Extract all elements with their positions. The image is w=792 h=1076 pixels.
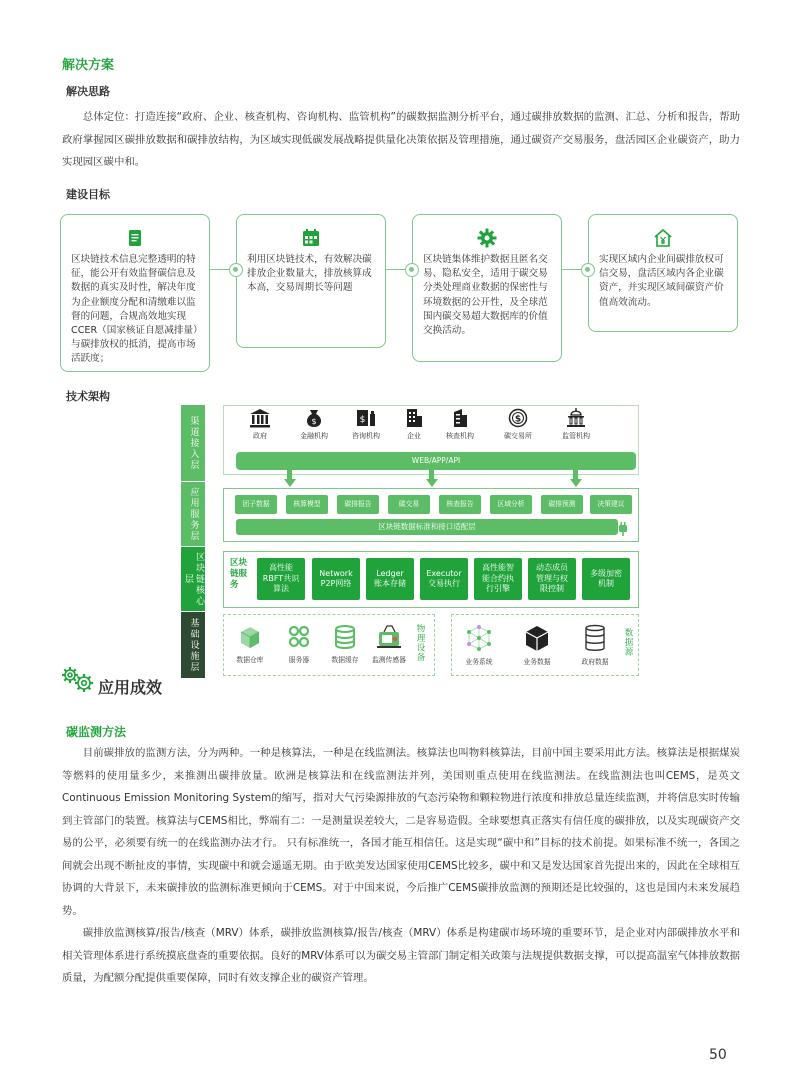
core-item-5 xyxy=(474,558,522,600)
org-label: 碳交易所 xyxy=(504,432,532,440)
server-rack-icon xyxy=(582,624,608,652)
core-line: 高性能智 xyxy=(482,563,514,573)
source-business-system xyxy=(458,624,500,666)
infra-sensor xyxy=(369,624,409,664)
goal-connector-1 xyxy=(229,263,243,277)
infra-label: 数据仓库 xyxy=(236,656,264,664)
server-cluster-icon xyxy=(286,624,312,650)
core-line: 交易执行 xyxy=(427,579,460,588)
core-line: 能合约执 xyxy=(482,573,514,583)
goal-card-4 xyxy=(588,214,738,332)
core-line: 高性能 xyxy=(269,563,293,573)
section-title: 解决方案 xyxy=(62,58,115,73)
sensor-device-icon xyxy=(375,624,403,650)
source-label: 业务系统 xyxy=(465,658,493,666)
org-government xyxy=(234,408,286,441)
network-nodes-icon xyxy=(464,624,494,652)
gear-icon xyxy=(477,228,497,248)
physical-devices-label: 物理设备 xyxy=(415,624,425,662)
core-line: RBFT共识 xyxy=(262,573,300,583)
core-item-7 xyxy=(582,558,630,600)
money-bag-icon xyxy=(303,408,325,428)
layer-infra: 基础设施层 xyxy=(181,612,205,678)
goal-card-2 xyxy=(236,214,386,348)
core-line: 算法 xyxy=(273,584,289,594)
infra-server xyxy=(281,624,317,664)
consulting-icon xyxy=(355,408,377,428)
svg-text:$: $ xyxy=(311,417,317,426)
data-cube-icon xyxy=(523,624,551,652)
capitol-icon xyxy=(565,408,587,428)
app-chip-5: 核查报告 xyxy=(439,495,481,514)
layer-core: 区块链核心层 xyxy=(181,547,205,611)
core-line: Network xyxy=(319,568,353,578)
approach-text: 总体定位：打造连接“政府、企业、核查机构、咨询机构、监管机构”的碳数据监测分析平台，通过碳排放数据的监测、汇总、分析和报告，帮助政府掌握园区碳排放数据和碳排放结构，为区域实现低碳发展战略提供量化决策依据及管理措施，通过碳资产交易服务，盘活园区企业碳资产，助力实现园区碳中和。 xyxy=(62,111,740,168)
source-label: 业务数据 xyxy=(523,658,551,666)
architecture-heading: 技术架构 xyxy=(66,390,110,403)
plug-icon xyxy=(618,521,628,533)
goal-card-3 xyxy=(412,214,562,362)
calendar-icon xyxy=(301,228,321,248)
goal-text-4: 实现区域内企业间碳排放权可信交易，盘活区域内各企业碳资产，并实现区域间碳资产价值高效流动。 xyxy=(599,254,724,308)
infra-label: 数据缓存 xyxy=(331,656,359,664)
svg-text:$: $ xyxy=(514,414,522,425)
core-line: 账本存储 xyxy=(374,579,406,588)
org-label: 监管机构 xyxy=(562,432,590,440)
core-line: 管理与权 xyxy=(536,573,568,583)
data-source-label: 数据源 xyxy=(623,628,633,657)
org-consulting xyxy=(340,408,392,441)
source-label: 政府数据 xyxy=(581,658,609,666)
cube-icon xyxy=(237,624,263,650)
core-item-1 xyxy=(257,558,305,600)
infra-data-cache xyxy=(325,624,365,664)
building-icon xyxy=(403,408,425,428)
arrow-down-1 xyxy=(284,479,296,487)
org-exchange xyxy=(492,408,544,441)
org-label: 金融机构 xyxy=(300,432,328,440)
core-line: 机制 xyxy=(598,579,614,588)
app-chip-3: 碳排报告 xyxy=(337,495,379,514)
app-chip-1: 团子数据 xyxy=(235,495,277,514)
core-item-2 xyxy=(312,558,360,600)
goal-text-3: 区块链集体维护数据且匿名交易、隐私安全，适用于碳交易分类处理商业数据的保密性与环境数据的公开性，及全球范围内碳交易超大数据库的价值交换活动。 xyxy=(423,254,548,337)
app-chip-8: 决策建议 xyxy=(590,495,632,514)
core-line: P2P网络 xyxy=(320,579,352,588)
goals-heading: 建设目标 xyxy=(66,188,110,201)
monitoring-heading: 碳监测方法 xyxy=(66,725,127,739)
arrow-down-3 xyxy=(570,479,582,487)
svg-text:$: $ xyxy=(359,415,366,425)
org-label: 政府 xyxy=(253,432,267,440)
monitoring-body xyxy=(62,742,740,990)
core-item-6 xyxy=(528,558,576,600)
org-regulator xyxy=(550,408,602,441)
goal-card-1 xyxy=(60,214,210,372)
government-icon xyxy=(249,408,271,428)
database-icon xyxy=(332,624,358,650)
app-chip-4: 碳交易 xyxy=(388,495,430,514)
infra-label: 服务器 xyxy=(288,656,310,664)
layer-channel: 渠道接入层 xyxy=(181,405,205,481)
core-item-3 xyxy=(366,558,414,600)
approach-heading: 解决思路 xyxy=(66,85,110,98)
goal-text-2: 利用区块链技术，有效解决碳排放企业数量大，排放核算成本高，交易周期长等问题 xyxy=(247,254,372,294)
exchange-coin-icon xyxy=(507,408,529,428)
core-line: 多级加密 xyxy=(590,568,622,578)
source-business-data xyxy=(516,624,558,666)
core-line: Executor xyxy=(426,568,462,578)
app-chip-6: 区域分析 xyxy=(490,495,532,514)
results-title: 应用成效 xyxy=(98,678,163,697)
gears-icon xyxy=(60,664,96,694)
web-app-api-bar: WEB/APP/API xyxy=(236,452,636,470)
core-line: Ledger xyxy=(376,568,404,578)
tower-icon xyxy=(449,408,471,428)
core-line: 限控制 xyxy=(540,584,564,594)
arrow-down-2 xyxy=(426,479,438,487)
org-enterprise xyxy=(388,408,440,441)
app-chip-7: 碳排预测 xyxy=(541,495,583,514)
monitoring-paragraph-2: 碳排放监测核算/报告/核查（MRV）体系，碳排放监测核算/报告/核查（MRV）体系是构建碳市场环境的重要环节，是企业对内部碳排放水平和相关管理体系进行系统摸底盘查的重要依据。良好的MRV体系可以为碳交易主管部门制定相关政策与法规提供数据支撑，可以提高温室气体排放数据质量，为配额分配提供重要保障，同时有效支撑企业的碳资产管理。 xyxy=(62,927,740,984)
blockchain-service-label: 区块链服务 xyxy=(230,558,248,590)
core-item-4 xyxy=(420,558,468,600)
org-label: 咨询机构 xyxy=(352,432,380,440)
org-financial xyxy=(288,408,340,441)
core-line: 动态成员 xyxy=(536,563,568,573)
source-government-data xyxy=(574,624,616,666)
org-verification xyxy=(434,408,486,441)
goal-text-1: 区块链技术信息完整透明的特征，能公开有效监督碳信息及数据的真实及时性，解决年度为企业额度分配和清缴难以监督的问题，合规高效地实现CCER（国家核证自愿减排量）与碳排放权的抵消，提高市场活跃度； xyxy=(71,254,198,365)
org-label: 核查机构 xyxy=(446,432,474,440)
org-label: 企业 xyxy=(407,432,421,440)
core-line: 行引擎 xyxy=(486,584,510,594)
goal-connector-2 xyxy=(405,263,419,277)
page-number: 50 xyxy=(709,1047,727,1063)
layer-app: 应用服务层 xyxy=(181,482,205,546)
infra-data-warehouse xyxy=(231,624,269,664)
document-icon xyxy=(125,228,145,248)
adapter-bar: 区块链数据标准和接口适配层 xyxy=(236,519,618,535)
yuan-house-icon xyxy=(653,228,673,248)
approach-paragraph xyxy=(62,106,740,174)
goal-connector-3 xyxy=(581,263,595,277)
infra-label: 监测传感器 xyxy=(372,656,406,664)
monitoring-paragraph-1: 目前碳排放的监测方法，分为两种。一种是核算法，一种是在线监测法。核算法也叫物料核算法，目前中国主要采用此方法。核算法是根据煤炭等燃料的使用量多少，来推测出碳排放量。欧洲是核算法和在线监测法并列，美国则重点使用在线监测法。在线监测法也叫CEMS，是英文Continuous Emission Monitoring System的缩写，指对大气污染源排放的气态污染物和颗粒物进行浓度和排放总量连续监测，并将信息实时传输到主管部门的装置。核算法与CEMS相比，弊端有二：一是测量误差较大，二是容易造假。全球要想真正落实有信任度的碳排放，以及实现碳资产交易的公平，必须要有统一的在线监测办法才行。 只有标准统一，各国才能互相信任。这是实现“碳中和”目标的技术前提。如果标准不统一，各国之间就会出现不断扯皮的事情，实现碳中和就会遥遥无期。由于欧美发达国家使用CEMS比较多，碳中和又是发达国家首先提出来的，因此在全球相互协调的大背景下，未来碳排放的监测标准更倾向于CEMS。对于中国来说，今后推广CEMS碳排放监测的预期还是比较强的，这也是国内未来发展趋势。 xyxy=(62,747,740,917)
app-chip-2: 核算模型 xyxy=(286,495,328,514)
